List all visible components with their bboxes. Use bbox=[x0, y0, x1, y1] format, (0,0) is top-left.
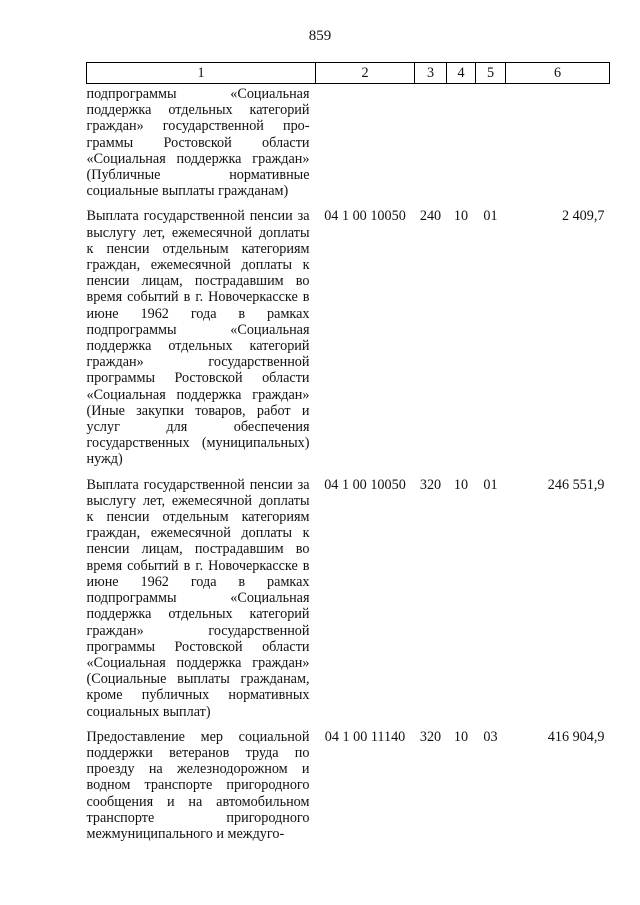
row-vr bbox=[415, 84, 447, 209]
row-amount: 2 409,7 bbox=[561, 208, 605, 225]
row-vr: 320 bbox=[419, 476, 442, 493]
column-header-6: 6 bbox=[506, 63, 610, 84]
row-pr bbox=[476, 84, 506, 209]
table-row bbox=[87, 208, 610, 476]
row-rz: 10 bbox=[453, 208, 469, 225]
row-pr: 01 bbox=[483, 476, 498, 493]
row-amount bbox=[506, 84, 610, 209]
budget-table bbox=[86, 62, 610, 851]
column-header-2: 2 bbox=[316, 63, 415, 84]
row-description: Выплата государственной пенсии за выслугу лет, ежемесячной доплаты к пенсии отдельным категориям граждан, ежемесячной доплаты к пенсии лицам, пострадавшим во время событий в г. Новочеркасске в июне 1962 года в рамках подпрограммы «Социальная поддержка отдельных категорий граждан» государственной программы Ростовской области «Социальная поддержка граждан» (Социальные выплаты гражданам, кроме публичных нормативных социальных выплат) bbox=[86, 476, 310, 720]
row-code bbox=[316, 84, 415, 209]
row-pr: 03 bbox=[483, 728, 498, 745]
row-code: 04 1 00 10050 bbox=[324, 208, 406, 225]
row-rz bbox=[447, 84, 476, 209]
row-rz: 10 bbox=[453, 728, 469, 745]
row-pr: 01 bbox=[483, 208, 498, 225]
column-header-1: 1 bbox=[87, 63, 316, 84]
page-number: 859 bbox=[308, 28, 332, 44]
row-vr: 320 bbox=[419, 728, 442, 745]
row-description: Предоставление мер социальной поддержки ветеранов труда по проезду на железнодорожном и водном транспорте пригородного сообщения и на автомобильном транспорте пригородного межмуниципального и междуго- bbox=[86, 728, 310, 842]
column-header-4: 4 bbox=[447, 63, 476, 84]
row-amount: 246 551,9 bbox=[547, 476, 605, 493]
row-description: Выплата государственной пенсии за выслугу лет, ежемесячной доплаты к пенсии отдельным категориям граждан, ежемесячной доплаты к пенсии лицам, пострадавшим во время событий в г. Новочеркасске в июне 1962 года в рамках подпрограммы «Социальная поддержка отдельных категорий граждан» государственной программы Ростовской области «Социальная поддержка граждан» (Иные закупки товаров, работ и услуг для обеспечения государственных (муниципальных) нужд) bbox=[86, 208, 310, 468]
row-amount: 416 904,9 bbox=[547, 728, 605, 745]
row-code: 04 1 00 10050 bbox=[324, 476, 406, 493]
row-vr: 240 bbox=[419, 208, 442, 225]
row-rz: 10 bbox=[453, 476, 469, 493]
row-code: 04 1 00 11140 bbox=[324, 728, 406, 745]
table-row bbox=[87, 729, 610, 851]
row-description: подпрограммы «Социальная поддержка отдельных категорий граждан» государственной программы Ростовской области «Социальная поддержка граждан» (Публичные нормативные социальные выплаты гражданам) bbox=[86, 86, 310, 200]
table-header-row bbox=[87, 63, 610, 84]
column-header-3: 3 bbox=[415, 63, 447, 84]
column-header-5: 5 bbox=[476, 63, 506, 84]
table-row bbox=[87, 477, 610, 729]
table-row bbox=[87, 84, 610, 209]
